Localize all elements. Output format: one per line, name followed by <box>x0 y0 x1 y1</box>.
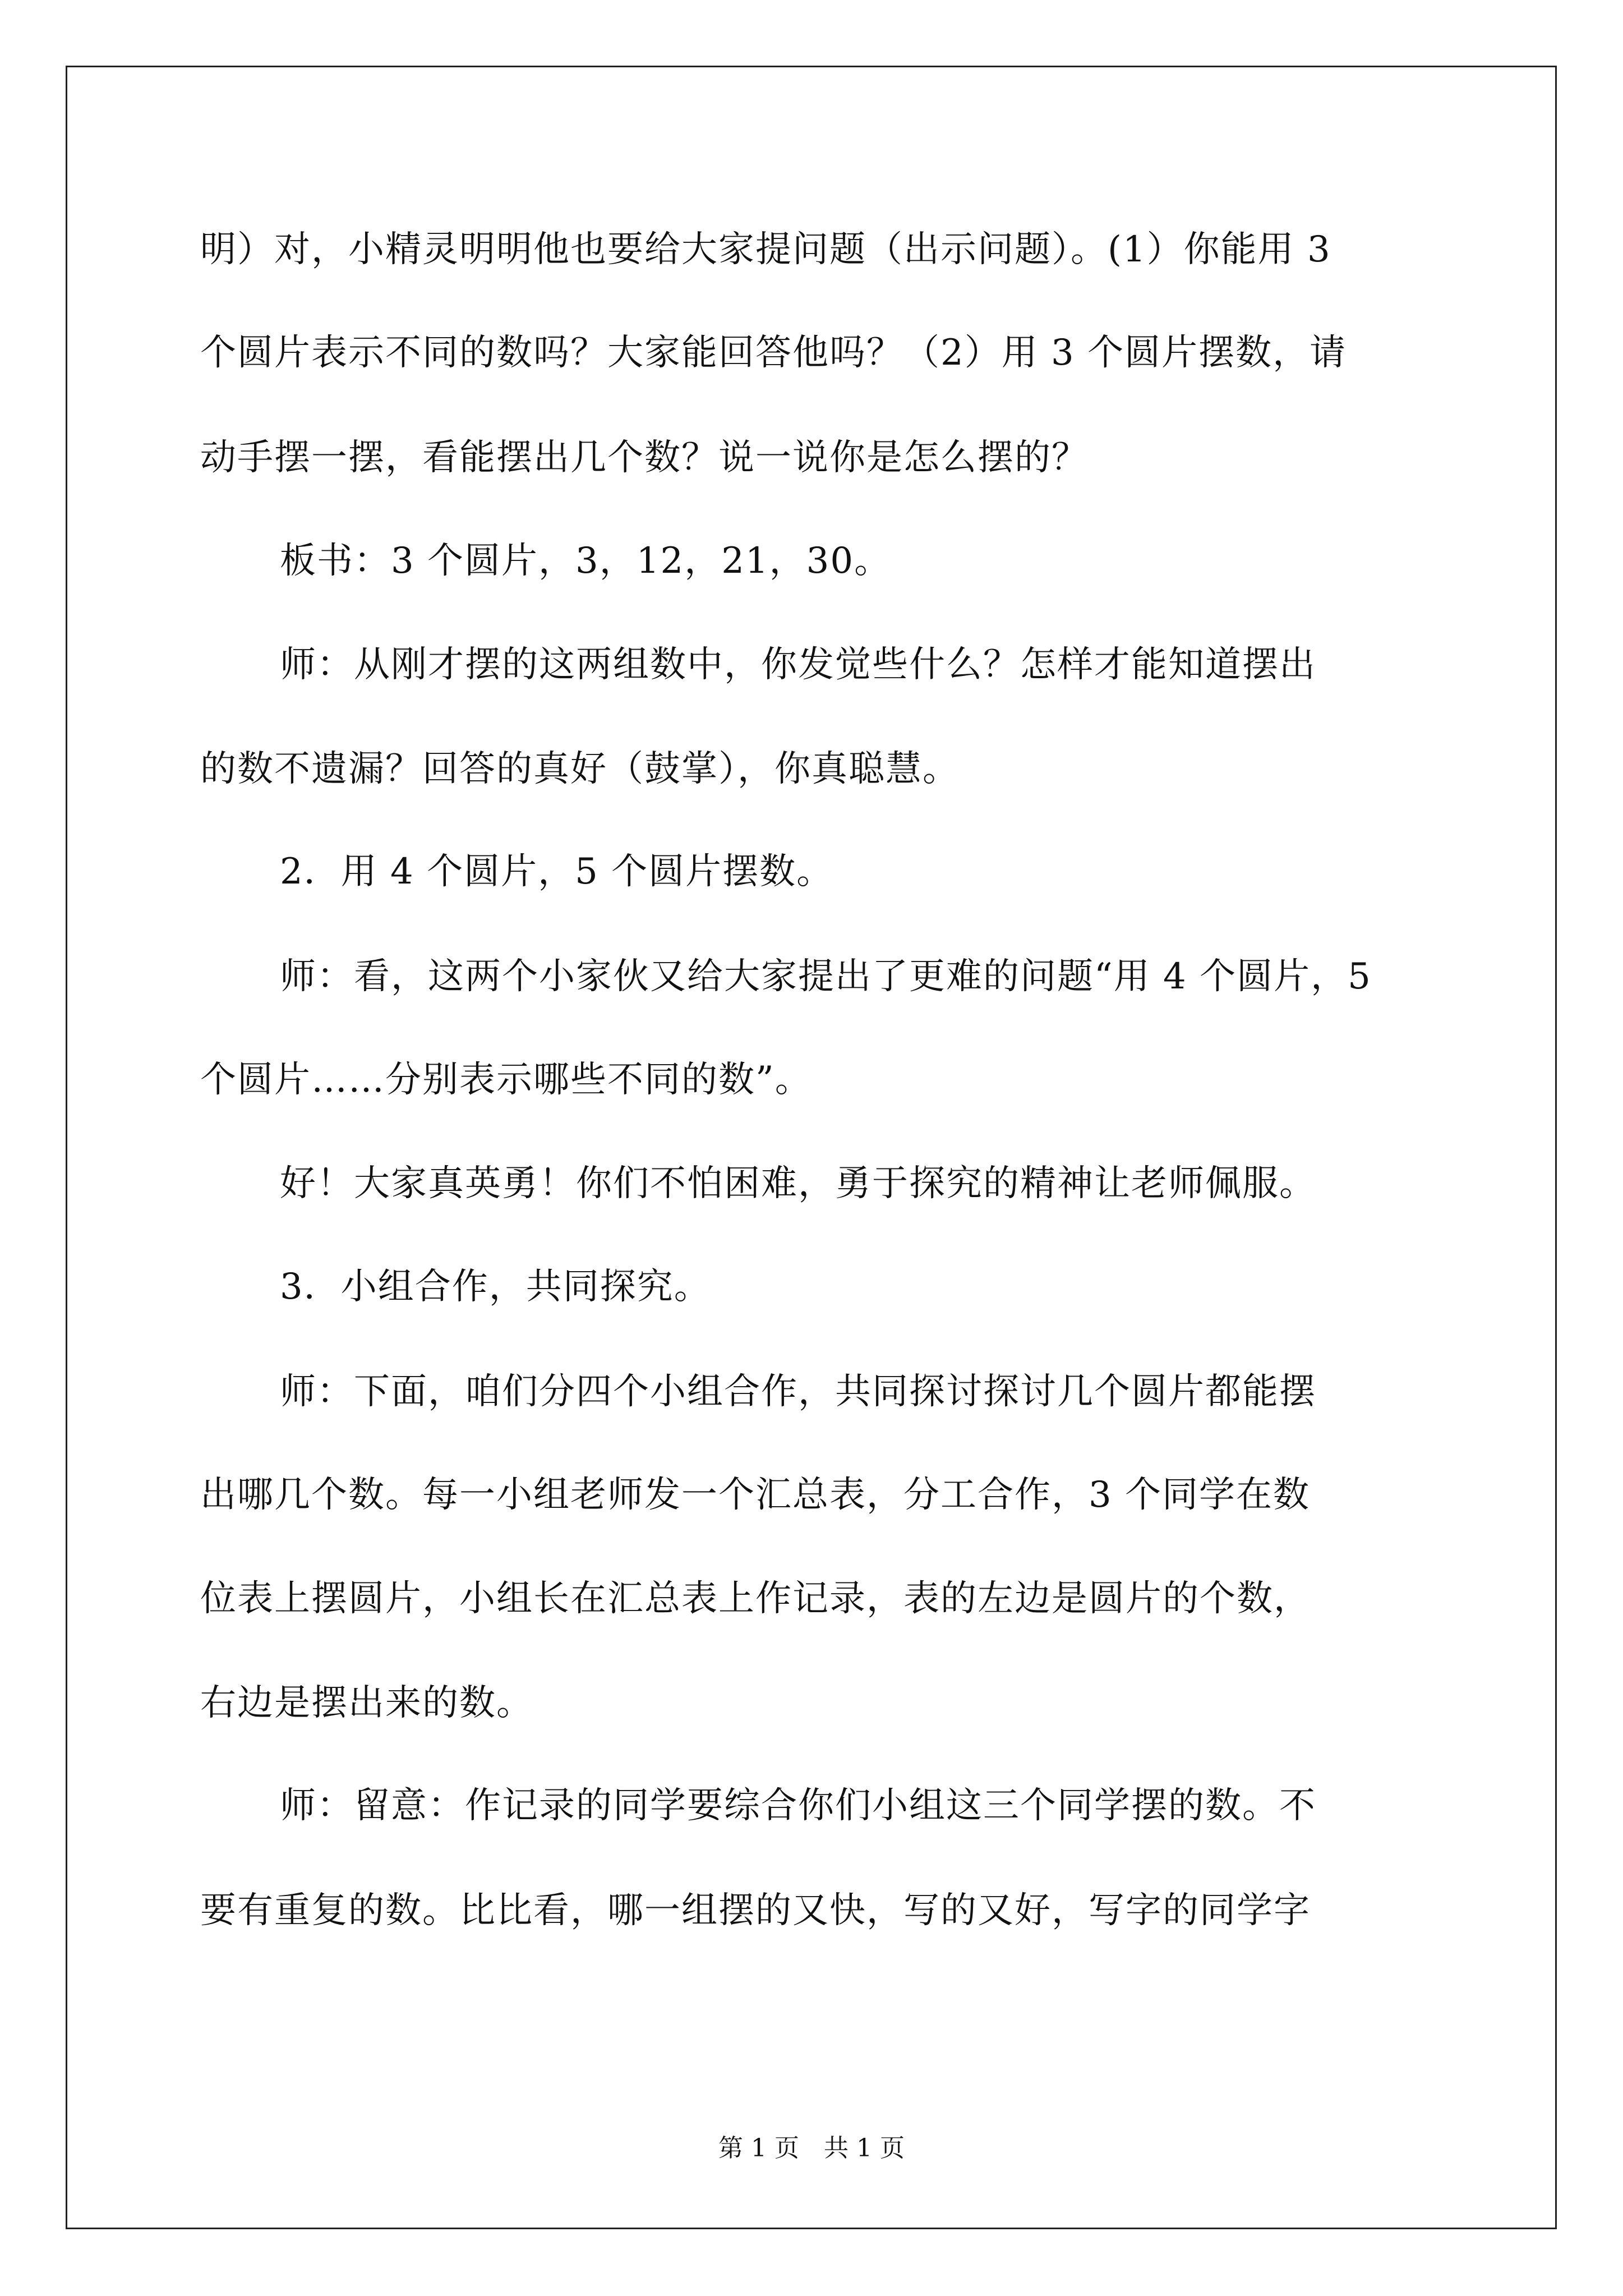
page-number-footer: 第 1 页 共 1 页 <box>718 2134 905 2162</box>
text-line: 3．小组合作，共同探究。 <box>280 1266 711 1308</box>
text-line: 2．用 4 个圆片，5 个圆片摆数。 <box>280 851 834 892</box>
text-line: 师：从刚才摆的这两组数中，你发觉些什么？怎样才能知道摆出 <box>280 644 1316 685</box>
text-line: 个圆片……分别表示哪些不同的数”。 <box>200 1059 812 1101</box>
text-line: 师：留意：作记录的同学要综合你们小组这三个同学摆的数。不 <box>280 1785 1316 1826</box>
text-line: 要有重复的数。比比看，哪一组摆的又快，写的又好，写字的同学字 <box>200 1890 1311 1931</box>
text-line: 个圆片表示不同的数吗？大家能回答他吗？（2）用 3 个圆片摆数，请 <box>200 332 1347 374</box>
text-line: 右边是摆出来的数。 <box>200 1682 533 1724</box>
text-line: 明）对，小精灵明明他也要给大家提问题（出示问题）。(1）你能用 3 <box>200 229 1331 270</box>
text-line: 的数不遗漏？回答的真好（鼓掌），你真聪慧。 <box>200 748 960 790</box>
text-line: 板书：3 个圆片，3，12，21，30。 <box>280 540 892 582</box>
text-line: 动手摆一摆，看能摆出几个数？说一说你是怎么摆的？ <box>200 437 1089 478</box>
text-line: 好！大家真英勇！你们不怕困难，勇于探究的精神让老师佩服。 <box>280 1163 1316 1204</box>
text-line: 师：下面，咱们分四个小组合作，共同探讨探讨几个圆片都能摆 <box>280 1371 1316 1412</box>
text-line: 出哪几个数。每一小组老师发一个汇总表，分工合作，3 个同学在数 <box>200 1474 1311 1516</box>
text-line: 师：看，这两个小家伙又给大家提出了更难的问题“用 4 个圆片，5 <box>280 956 1372 997</box>
text-line: 位表上摆圆片，小组长在汇总表上作记录，表的左边是圆片的个数， <box>200 1578 1311 1619</box>
